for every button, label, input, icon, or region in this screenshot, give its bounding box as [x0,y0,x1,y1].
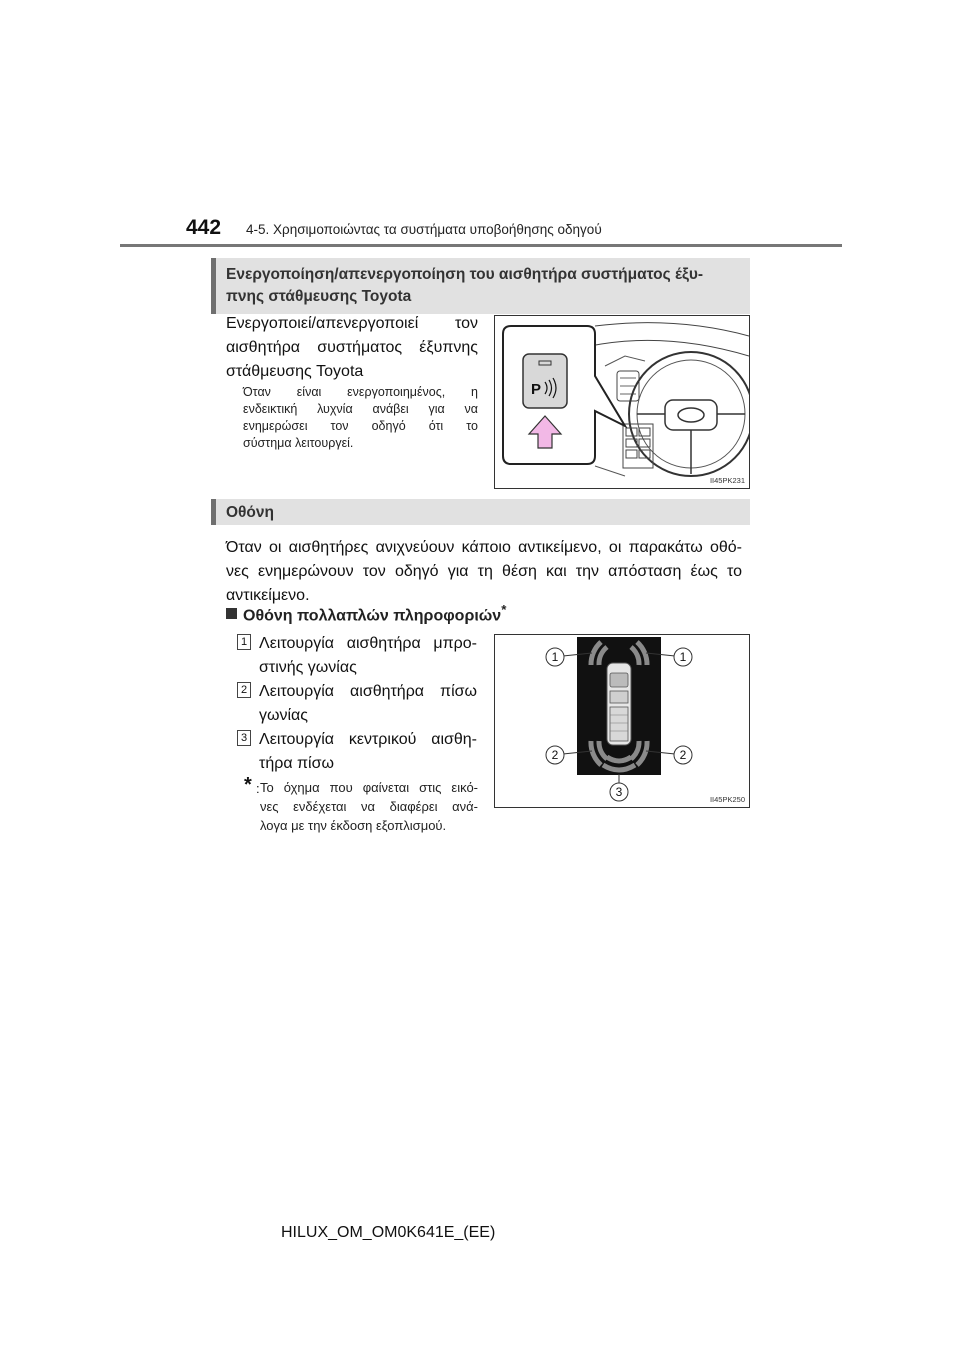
indicator-note-line2: ενδεικτική λυχνία ανάβει για να [243,402,478,416]
item-line2: τήρα πίσω [259,755,334,772]
indicator-note-line1: Όταν είναι ενεργοποιημένος, η [243,385,478,399]
item-line2: γωνίας [259,707,309,724]
footnote-asterisk: * [244,774,252,796]
document-code: HILUX_OM_OM0K641E_(EE) [281,1224,496,1241]
list-item [237,728,477,776]
section-heading-toggle [211,258,750,314]
square-bullet-icon [226,608,237,619]
footnote-line3: λογα με την έκδοση εξοπλισμού. [260,818,447,833]
toggle-desc-line3: στάθμευσης Toyota [226,363,364,380]
list-item [237,680,477,728]
display-desc-line2: νες ενημερώνουν τον οδηγό για τη θέση και την απόσταση έως το [226,563,742,580]
sensor-display-illustration [495,635,749,807]
list-item [237,632,477,680]
footnote-colon: : [256,781,260,796]
footnote-line1: Το όχημα που φαίνεται στις εικό- [260,780,478,795]
footnote-line2: νες ενδέχεται να διαφέρει ανά- [260,799,478,814]
section-heading-display [211,499,750,525]
display-heading: Οθόνη [226,504,274,521]
footnote [244,774,478,835]
item-number: 2 [237,682,251,698]
chapter-title: 4-5. Χρησιμοποιώντας τα συστήματα υποβοήθησης οδηγού [246,222,602,237]
subheading-asterisk: * [501,602,507,617]
page-number: 442 [186,216,222,239]
item-line1: Λειτουργία αισθητήρα πίσω [259,683,477,700]
item-number: 1 [237,634,251,650]
indicator-note-line4: σύστημα λειτουργεί. [243,436,354,450]
display-desc-line1: Όταν οι αισθητήρες ανιχνεύουν κάποιο αντικείμενο, οι παρακάτω οθό- [226,539,742,556]
toggle-desc-line1: Ενεργοποιεί/απενεργοποιεί τον [226,315,478,332]
subheading-text: Οθόνη πολλαπλών πληροφοριών [243,607,502,625]
item-line2: στινής γωνίας [259,659,357,676]
dashboard-illustration [495,316,749,488]
p-switch-label: P [531,381,542,398]
multi-info-display-subheading [226,602,506,625]
item-number: 3 [237,730,251,746]
callout-2-left: 2 [551,748,559,762]
toggle-desc-line2: αισθητήρα συστήματος έξυπνης [226,339,478,356]
figure-code: II45PK231 [709,476,745,485]
indicator-note [243,384,478,452]
toggle-description [226,312,478,384]
section-heading-line1: Ενεργοποίηση/απενεργοποίηση του αισθητήρα συστήματος έξυ- [226,266,704,283]
section-heading-line2: πνης στάθμευσης Toyota [226,288,412,305]
header-divider [120,244,842,247]
callout-3: 3 [615,785,623,799]
display-description [226,536,742,608]
sensor-display-figure [494,634,750,808]
callout-2-right: 2 [679,748,687,762]
item-line1: Λειτουργία αισθητήρα μπρο- [259,635,477,652]
display-desc-line3: αντικείμενο. [226,587,310,604]
figure-code: II45PK250 [709,795,745,804]
indicator-note-line3: ενημερώσει τον οδηγό ότι το [243,419,478,433]
item-line1: Λειτουργία κεντρικού αισθη- [259,731,477,748]
dashboard-switch-figure [494,315,750,489]
callout-1-right: 1 [679,650,687,664]
callout-1-left: 1 [551,650,559,664]
